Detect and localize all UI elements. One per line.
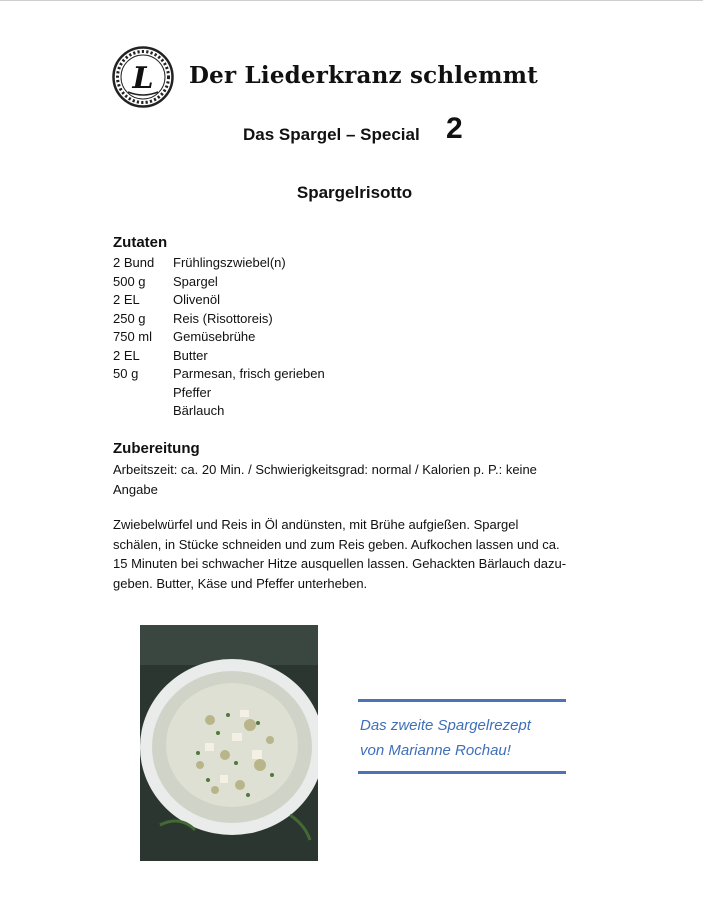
subtitle-number: 2: [446, 112, 463, 145]
ingredient-row: [113, 291, 533, 310]
meta-line: Angabe: [113, 481, 158, 497]
ingredient-name: Spargel: [173, 273, 218, 289]
instruction-line: 15 Minuten bei schwacher Hitze ausquellen lassen. Gehackten Bärlauch dazu-: [113, 556, 567, 571]
meta-line: Arbeitszeit: ca. 20 Min. / Schwierigkeitsgrad: normal / Kalorien p. P.: keine: [113, 462, 537, 477]
callout-line-1: Das zweite Spargelrezept: [360, 717, 531, 734]
ingredient-qty: 500 g: [113, 273, 146, 289]
ingredient-name: Olivenöl: [173, 292, 220, 307]
preparation-heading: Zubereitung: [113, 440, 200, 457]
ingredient-qty: 2 EL: [113, 347, 140, 363]
ingredient-row: [113, 384, 533, 403]
recipe-instructions: [113, 515, 593, 593]
ingredient-name: Gemüsebrühe: [173, 329, 256, 344]
ingredient-row: [113, 328, 533, 347]
instruction-line: Zwiebelwürfel und Reis in Öl andünsten, mit Brühe aufgießen. Spargel: [113, 517, 519, 532]
ingredient-row: [113, 402, 533, 421]
ingredient-qty: 2 Bund: [113, 255, 155, 270]
recipe-title: Spargelrisotto: [296, 183, 413, 202]
ingredient-row: [113, 310, 533, 329]
recipe-meta: [113, 460, 593, 499]
ingredient-qty: 2 EL: [113, 292, 140, 307]
ingredient-name: Reis (Risottoreis): [173, 310, 273, 326]
ingredient-name: Parmesan, frisch gerieben: [173, 366, 325, 381]
svg-text:L: L: [132, 61, 154, 96]
page-top-border: [0, 0, 703, 1]
ingredient-row: [113, 365, 533, 384]
brand-title: Der Liederkranz schlemmt: [189, 62, 538, 89]
risotto-photo: [140, 625, 318, 861]
ingredient-qty: 50 g: [113, 366, 139, 381]
ingredient-qty: 750 ml: [113, 329, 153, 344]
callout-top-rule: [358, 699, 566, 702]
ingredient-row: [113, 273, 533, 292]
instruction-line: geben. Butter, Käse und Pfeffer unterheben.: [113, 575, 368, 591]
ingredient-name: Pfeffer: [173, 384, 212, 400]
author-callout: [357, 699, 567, 775]
ingredient-qty: 250 g: [113, 310, 146, 326]
ingredients-list: [113, 254, 533, 421]
callout-bottom-rule: [358, 771, 566, 774]
club-emblem-logo: [112, 46, 174, 108]
ingredient-qty: [113, 402, 173, 421]
ingredient-name: Butter: [173, 347, 208, 363]
ingredient-name: Frühlingszwiebel(n): [173, 255, 286, 270]
ingredients-heading: Zutaten: [113, 234, 168, 251]
subtitle-text: Das Spargel – Special: [243, 125, 420, 144]
instruction-line: schälen, in Stücke schneiden und zum Reis geben. Aufkochen lassen und ca.: [113, 536, 560, 552]
ingredient-row: [113, 254, 533, 273]
ingredient-row: [113, 347, 533, 366]
callout-line-2: von Marianne Rochau!: [360, 742, 511, 759]
ingredient-qty: [113, 384, 173, 403]
ingredient-name: Bärlauch: [173, 403, 225, 418]
